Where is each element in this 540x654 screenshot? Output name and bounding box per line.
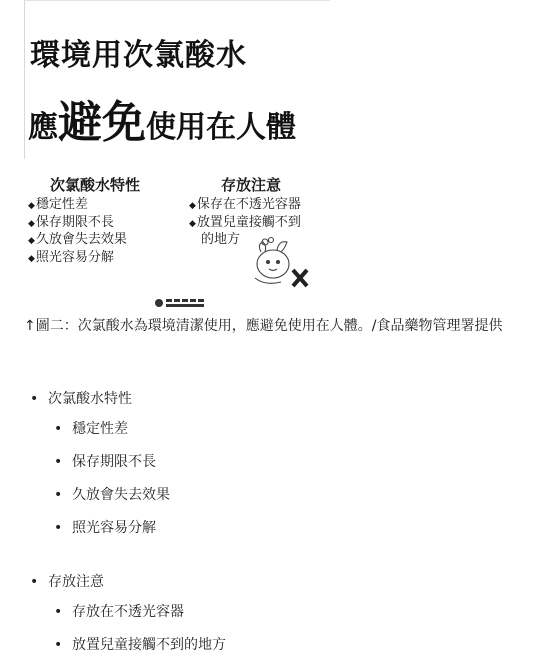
bullet-icon: • <box>30 574 39 590</box>
bullet-icon: • <box>54 604 63 620</box>
agency-logo <box>154 296 212 310</box>
diamond-bullet-icon: ◆ <box>28 201 35 211</box>
outline-sub-item: • 存放在不透光容器 <box>54 604 184 620</box>
headline-emphasis: 避免 <box>58 97 146 148</box>
outline-sublist <box>30 418 226 537</box>
diamond-bullet-icon: ◆ <box>189 218 196 229</box>
outline-sub-item: • 照光容易分解 <box>54 520 156 536</box>
outline-section-title: 存放注意 <box>48 574 104 590</box>
poster-left-item: ◆照光容易分解 <box>28 249 114 265</box>
poster-right-item: ◆放置兒童接觸不到 <box>189 214 301 230</box>
poster-left-title: 次氯酸水特性 <box>50 176 141 194</box>
poster-left-item: ◆穩定性差 <box>28 197 88 212</box>
headline-suffix: 使用在人體 <box>146 110 296 145</box>
diamond-bullet-icon: ◆ <box>189 201 196 211</box>
summary-outline <box>30 388 226 654</box>
poster-right-title: 存放注意 <box>221 176 282 194</box>
poster-right-item: ◆保存在不透光容器 <box>189 197 301 212</box>
outline-section <box>30 388 226 537</box>
diamond-bullet-icon: ◆ <box>28 253 35 264</box>
mascot-illustration <box>247 234 311 290</box>
poster-left-item: ◆保存期限不長 <box>28 214 114 230</box>
outline-sub-item: • 放置兒童接觸不到的地方 <box>54 637 226 653</box>
poster-left-item: ◆久放會失去效果 <box>28 232 127 247</box>
bullet-icon: • <box>54 454 63 470</box>
outline-sublist <box>30 601 226 654</box>
outline-sub-item: • 久放會失去效果 <box>54 487 170 503</box>
poster-right-item: 的地方 <box>201 232 241 247</box>
poster-image <box>24 0 329 312</box>
outline-sub-item: • 保存期限不長 <box>54 454 156 470</box>
image-caption: ↑圖二：次氯酸水為環境清潔使用，應避免使用在人體。/食品藥物管理署提供 <box>24 318 503 334</box>
bullet-icon: • <box>54 520 63 536</box>
poster-headline-line2 <box>28 86 296 150</box>
bullet-icon: • <box>54 487 63 503</box>
diamond-bullet-icon: ◆ <box>28 218 35 229</box>
poster-left-list <box>28 197 127 267</box>
outline-sub-item: • 穩定性差 <box>54 421 128 437</box>
headline-prefix: 應 <box>28 110 58 145</box>
poster-headline-line1: 環境用次氯酸水 <box>30 38 247 73</box>
outline-section-title: 次氯酸水特性 <box>48 391 132 407</box>
outline-section <box>30 571 226 654</box>
bullet-icon: • <box>30 391 39 407</box>
bullet-icon: • <box>54 637 63 653</box>
diamond-bullet-icon: ◆ <box>28 236 35 246</box>
bullet-icon: • <box>54 421 63 437</box>
